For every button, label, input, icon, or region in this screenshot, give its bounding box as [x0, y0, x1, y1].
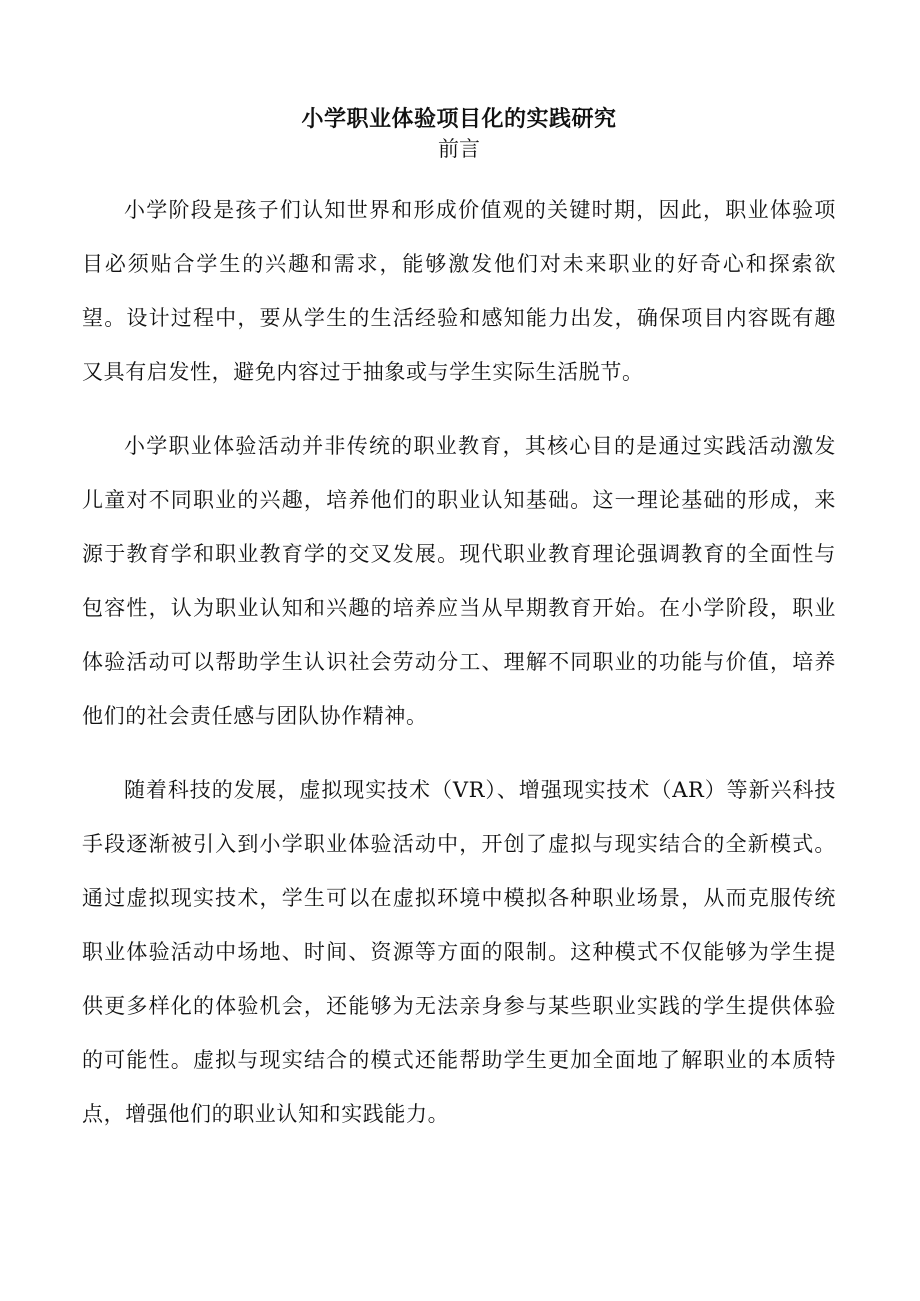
section-heading: 前言 — [438, 137, 480, 161]
page-title: 小学职业体验项目化的实践研究 — [301, 106, 617, 132]
paragraph-1: 小学阶段是孩子们认知世界和形成价值观的关键时期，因此，职业体验项目必须贴合学生的兴趣和需求，能够激发他们对未来职业的好奇心和探索欲望。设计过程中，要从学生的生活经验和感知能力出发，确保项目内容既有趣又具有启发性，避免内容过于抽象或与学生实际生活脱节。 — [82, 198, 836, 384]
paragraph-3: 随着科技的发展，虚拟现实技术（VR）、增强现实技术（AR）等新兴科技手段逐渐被引入到小学职业体验活动中，开创了虚拟与现实结合的全新模式。通过虚拟现实技术，学生可以在虚拟环境中模拟各种职业场景，从而克服传统职业体验活动中场地、时间、资源等方面的限制。这种模式不仅能够为学生提供更多样化的体验机会，还能够为无法亲身参与某些职业实践的学生提供体验的可能性。虚拟与现实结合的模式还能帮助学生更加全面地了解职业的本质特点，增强他们的职业认知和实践能力。 — [82, 778, 836, 1126]
paragraph-2: 小学职业体验活动并非传统的职业教育，其核心目的是通过实践活动激发儿童对不同职业的兴趣，培养他们的职业认知基础。这一理论基础的形成，来源于教育学和职业教育学的交叉发展。现代职业教育理论强调教育的全面性与包容性，认为职业认知和兴趣的培养应当从早期教育开始。在小学阶段，职业体验活动可以帮助学生认识社会劳动分工、理解不同职业的功能与价值，培养他们的社会责任感与团队协作精神。 — [82, 434, 836, 728]
